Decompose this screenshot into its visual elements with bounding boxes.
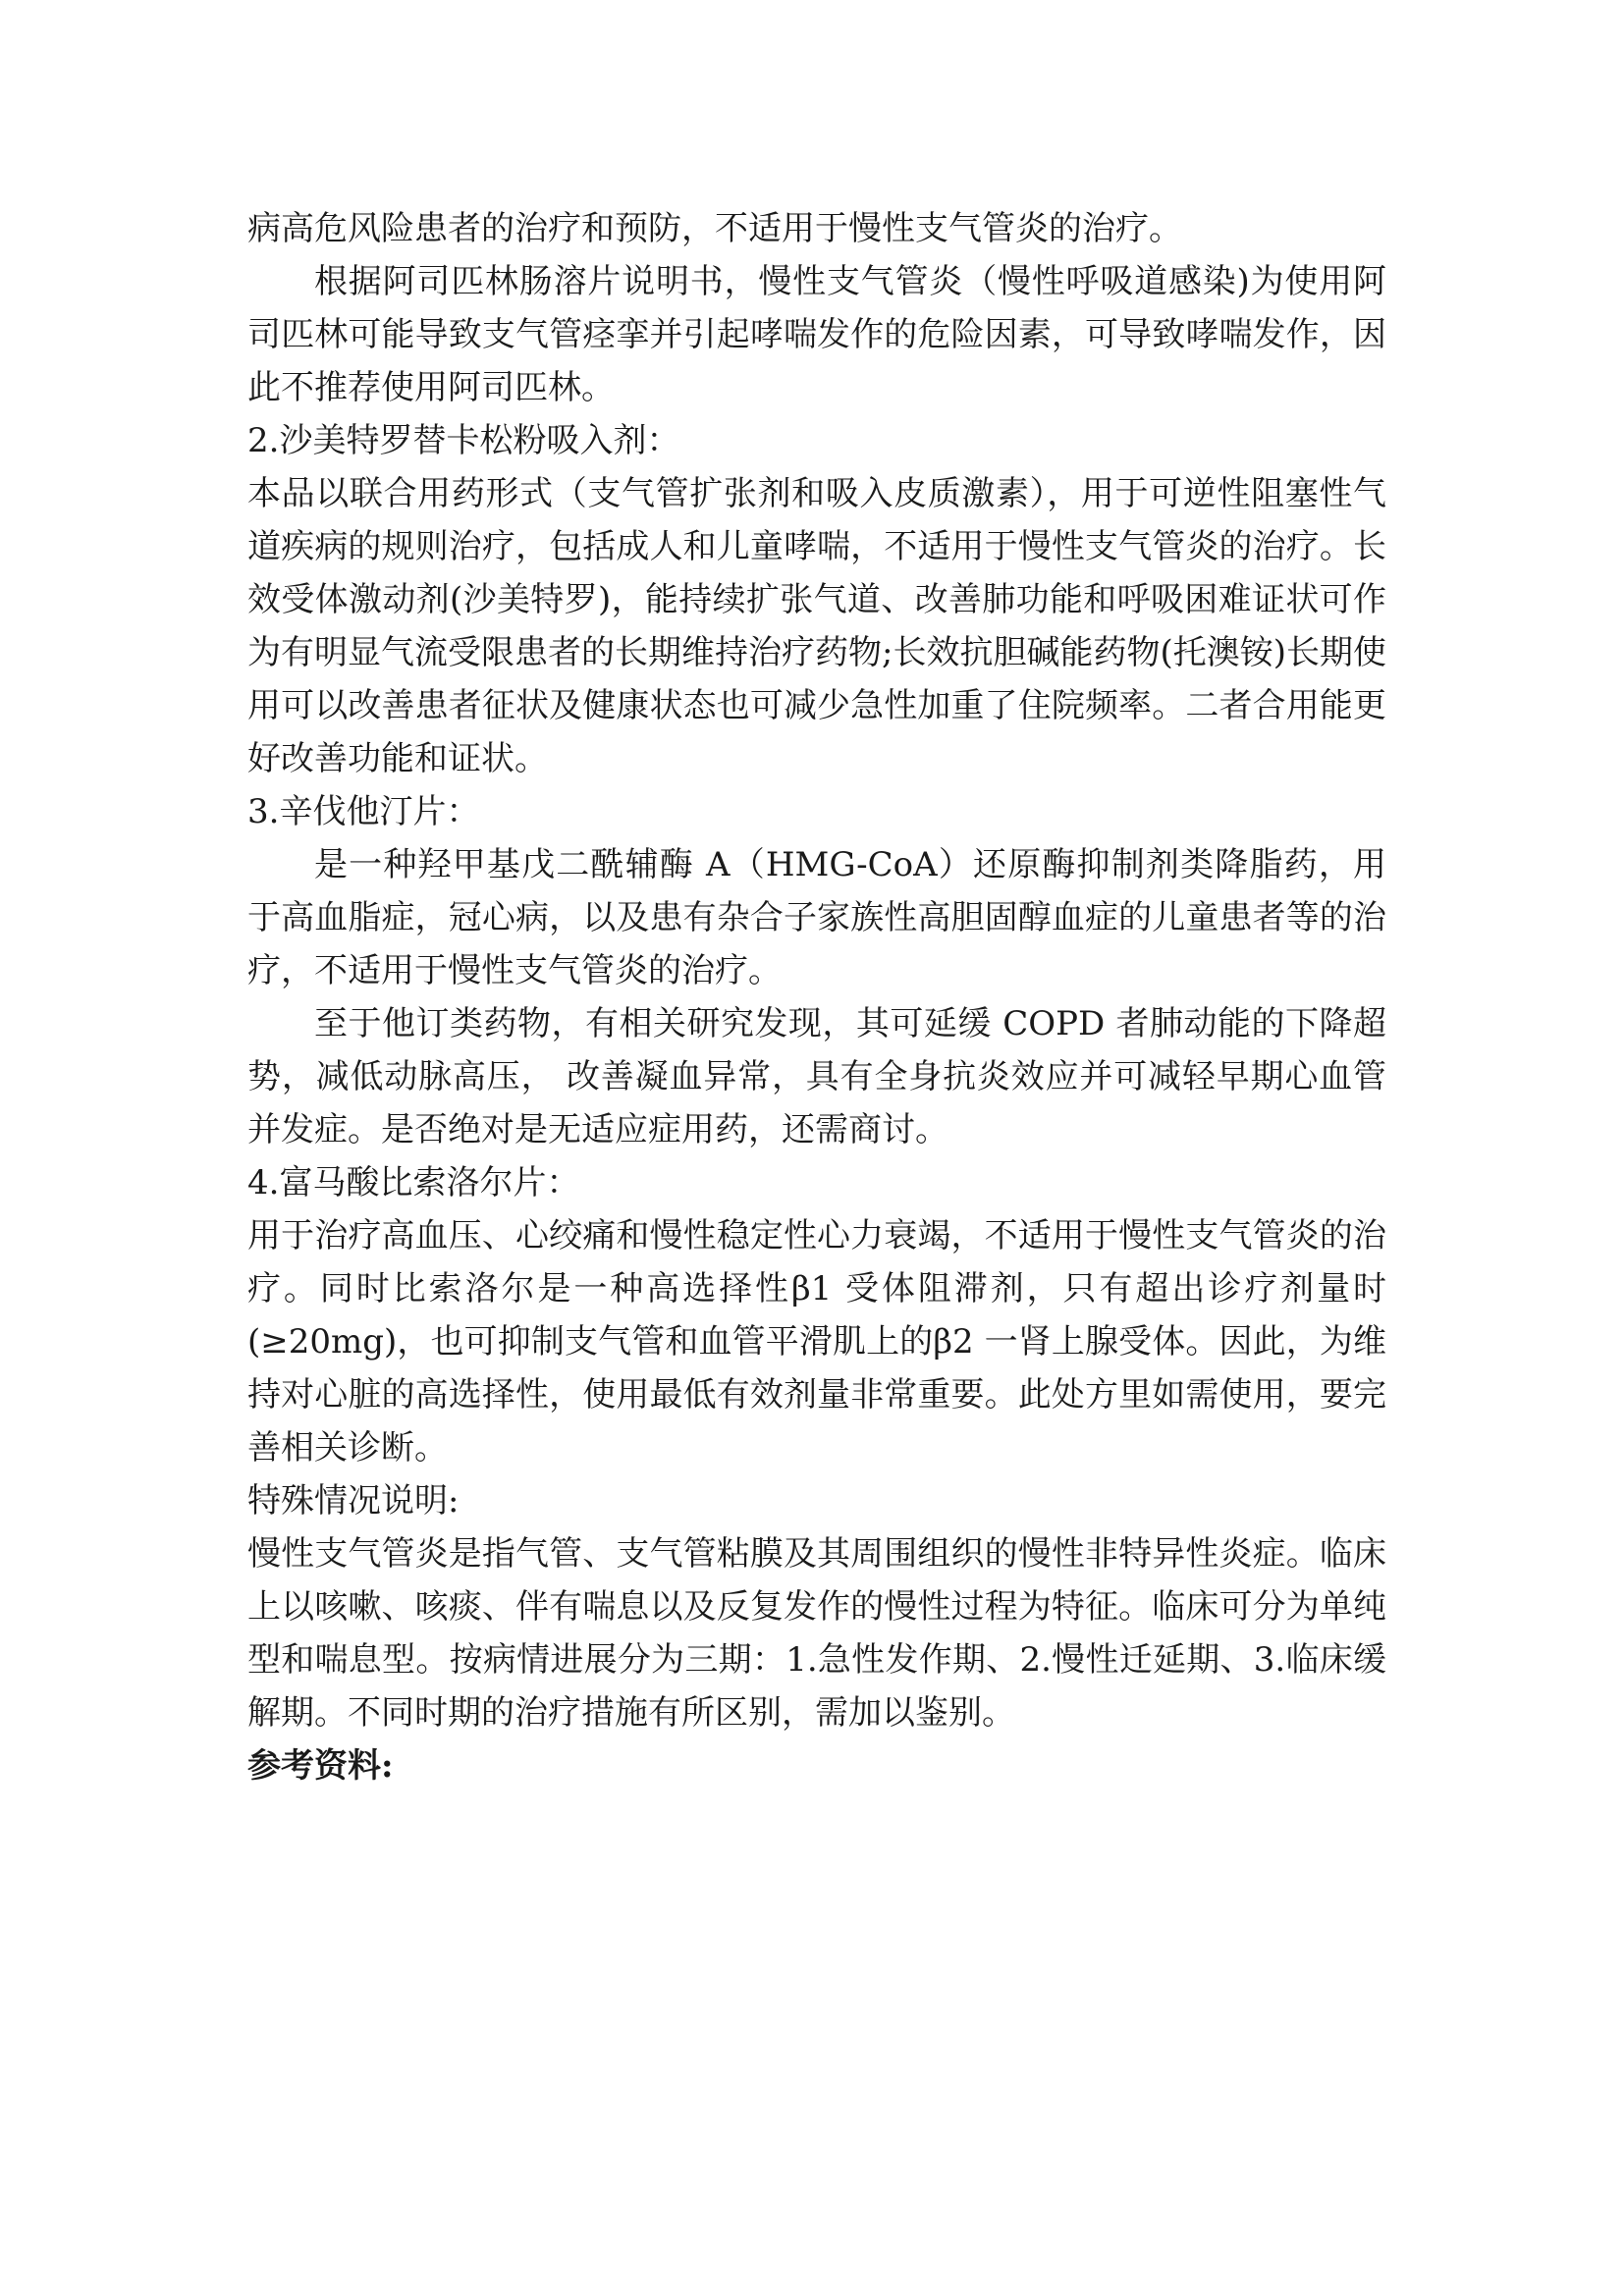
heading-simvastatin: 3.辛伐他汀片： (247, 792, 480, 831)
heading-references: 参考资料: (247, 1746, 394, 1786)
paragraph-aspirin-continuation: 病高危风险患者的治疗和预防，不适用于慢性支气管炎的治疗。 (247, 209, 1182, 248)
paragraph-simvastatin: 是一种羟甲基戊二酰辅酶 A（HMG-CoA）还原酶抑制剂类降脂药，用于高血脂症，冠心病，以及患有杂合子家族性高胆固醇血症的儿童患者等的治疗，不适用于慢性支气管炎的治疗。 (247, 845, 1386, 990)
heading-bisoprolol: 4.富马酸比索洛尔片： (247, 1163, 580, 1202)
paragraph-bisoprolol: 用于治疗高血压、心绞痛和慢性稳定性心力衰竭，不适用于慢性支气管炎的治疗。同时比索洛尔是一种高选择性β1 受体阻滞剂，只有超出诊疗剂量时(≥20mg)，也可抑制支气管和血管平滑肌上的β2 一肾上腺受体。因此，为维持对心脏的高选择性，使用最低有效剂量非常重要。此处方里如需使用，要完善相关诊断。 (247, 1216, 1386, 1468)
paragraph-special-notes: 慢性支气管炎是指气管、支气管粘膜及其周围组织的慢性非特异性炎症。临床上以咳嗽、咳痰、伴有喘息以及反复发作的慢性过程为特征。临床可分为单纯型和喘息型。按病情进展分为三期：1.急性发作期、2.慢性迁延期、3.临床缓解期。不同时期的治疗措施有所区别，需加以鉴别。 (247, 1534, 1386, 1733)
heading-salmeterol: 2.沙美特罗替卡松粉吸入剂： (247, 421, 680, 460)
document-body (247, 202, 1386, 1792)
heading-special-notes: 特殊情况说明: (247, 1481, 460, 1521)
paragraph-aspirin-instructions: 根据阿司匹林肠溶片说明书，慢性支气管炎（慢性呼吸道感染)为使用阿司匹林可能导致支气管痉挛并引起哮喘发作的危险因素，可导致哮喘发作，因此不推荐使用阿司匹林。 (247, 262, 1386, 407)
paragraph-salmeterol: 本品以联合用药形式（支气管扩张剂和吸入皮质激素），用于可逆性阻塞性气道疾病的规则治疗，包括成人和儿童哮喘，不适用于慢性支气管炎的治疗。长效受体激动剂(沙美特罗)，能持续扩张气道、改善肺功能和呼吸困难证状可作为有明显气流受限患者的长期维持治疗药物;长效抗胆碱能药物(托澳铵)长期使用可以改善患者征状及健康状态也可减少急性加重了住院频率。二者合用能更好改善功能和证状。 (247, 474, 1386, 778)
paragraph-statin-research: 至于他订类药物，有相关研究发现，其可延缓 COPD 者肺动能的下降超势，减低动脉高压， 改善凝血异常，具有全身抗炎效应并可减轻早期心血管并发症。是否绝对是无适应症用药，还需商讨。 (247, 1004, 1386, 1149)
